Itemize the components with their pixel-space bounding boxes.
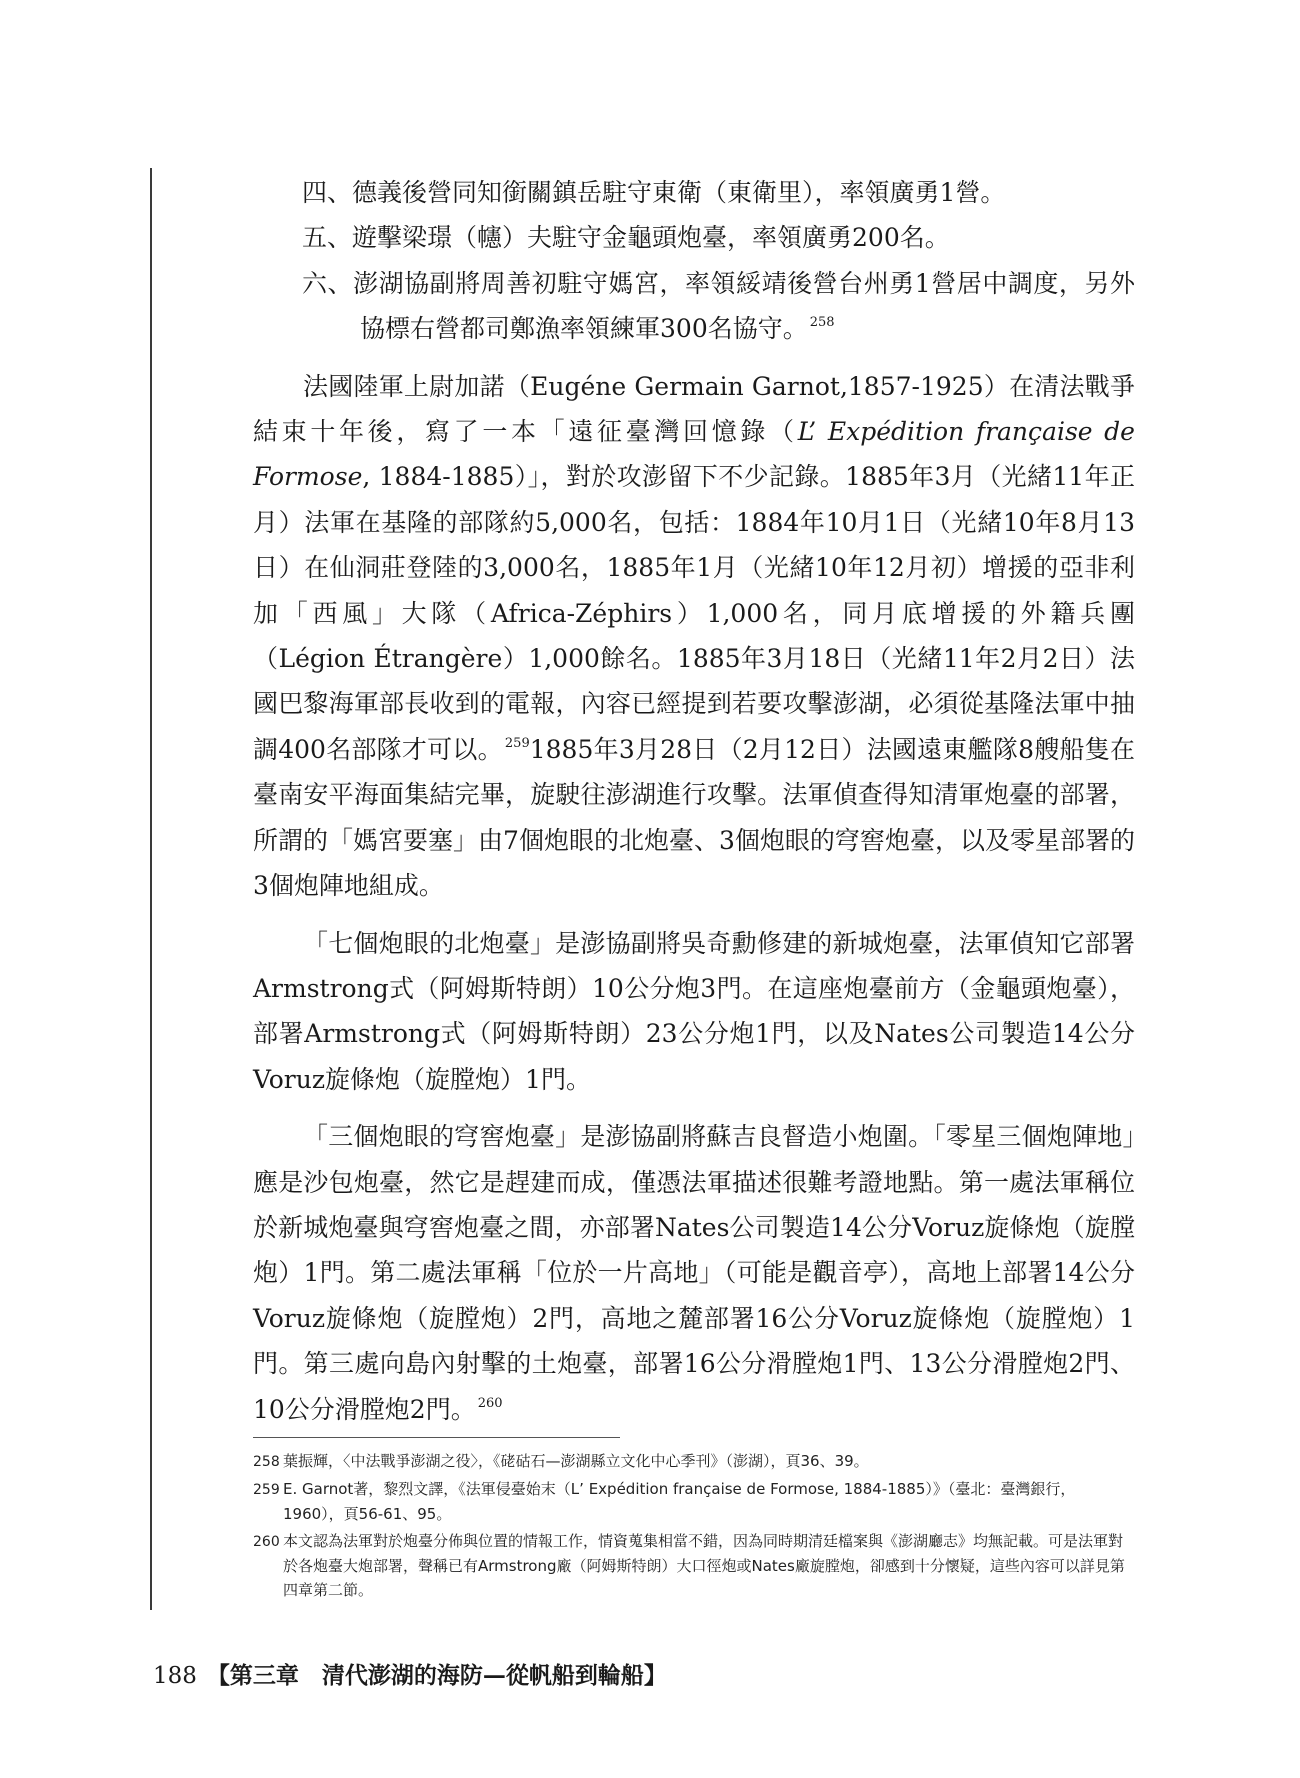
footnote-ref: 260 — [477, 1395, 503, 1411]
footnote-ref: 258 — [809, 315, 835, 331]
footnotes — [253, 1449, 1135, 1605]
footnote-text: 本文認為法軍對於炮臺分佈與位置的情報工作，情資蒐集相當不錯，因為同時期清廷檔案與《澎湖廳志》均無記載。可是法軍對於各炮臺大炮部署，聲稱已有Armstrong廠（阿姆斯特朗）大口徑炮或Nates廠旋膛炮，卻感到十分懷疑，這些內容可以詳見第四章第二節。 — [283, 1532, 1125, 1599]
margin-rule — [150, 168, 152, 1610]
running-footer — [153, 1657, 667, 1690]
list-item: 五、遊擊梁璟（幰）夫駐守金龜頭炮臺，率領廣勇200名。 — [302, 223, 950, 253]
footnote-number: 259 — [253, 1482, 280, 1498]
footnote — [253, 1477, 1135, 1526]
body-text — [253, 170, 1135, 1432]
paragraph: 「三個炮眼的穹窖炮臺」是澎協副將蘇吉良督造小炮圍。「零星三個炮陣地」應是沙包炮臺，然它是趕建而成，僅憑法軍描述很難考證地點。第一處法軍稱位於新城炮臺與穹窖炮臺之間，亦部署Nates公司製造14公分Voruz旋條炮（旋膛炮）1門。第二處法軍稱「位於一片高地」（可能是觀音亭），高地上部署14公分Voruz旋條炮（旋膛炮）2門，高地之麓部署16公分Voruz旋條炮（旋膛炮）1門。第三處向島內射擊的土炮臺，部署16公分滑膛炮1門、13公分滑膛炮2門、10公分滑膛炮2門。 $^{260}$ — [253, 1122, 1135, 1424]
footnote-number: 258 — [253, 1454, 280, 1470]
footnote — [253, 1449, 1135, 1474]
list-item: 四、德義後營同知銜關鎮岳駐守東衛（東衛里），率領廣勇1營。 — [302, 178, 1006, 207]
footnote-ref: 259 — [504, 735, 530, 751]
footnote-text: 葉振輝，〈中法戰爭澎湖之役〉，《硓𥑮石—澎湖縣立文化中心季刊》（澎湖），頁36、39。 — [283, 1452, 869, 1470]
paragraph: 法國陸軍上尉加諾（Eugéne Germain Garnot,1857-1925）在清法戰爭結束十年後，寫了一本「遠征臺灣回憶錄（L’ Expédition française de Formose, 1884-1885）」，對於攻澎留下不少記錄。1885年3月（光緒11年正月）法軍在基隆的部隊約5,000名，包括：1884年10月1日（光緒10年8月13日）在仙洞莊登陸的3,000名，1885年1月（光緒10年12月初）增援的亞非利加「西風」大隊（Africa-Zéphirs）1,000名，同月底增援的外籍兵團（Légion Étrangère）1,000餘名。1885年3月18日（光緒11年2月2日）法國巴黎海軍部長收到的電報，內容已經提到若要攻擊澎湖，必須從基隆法軍中抽調400名部隊才可以。 $^{259}$1885年3月28日（2月12日）法國遠東艦隊8艘船隻在臺南安平海面集結完畢，旋駛往澎湖進行攻擊。法軍偵查得知清軍炮臺的部署，所謂的「媽宮要塞」由7個炮眼的北炮臺、3個炮眼的穹窖炮臺，以及零星部署的3個炮陣地組成。 — [253, 371, 1136, 901]
book-title: L’ Expédition française de Formose — [253, 417, 1135, 492]
paragraph: 「七個炮眼的北炮臺」是澎協副將吳奇勳修建的新城炮臺，法軍偵知它部署Armstrong式（阿姆斯特朗）10公分炮3門。在這座炮臺前方（金龜頭炮臺），部署Armstrong式（阿姆斯特朗）23公分炮1門，以及Nates公司製造14公分Voruz旋條炮（旋膛炮）1門。 — [253, 928, 1135, 1094]
footnote — [253, 1529, 1135, 1602]
running-title: 【第三章 清代澎湖的海防—從帆船到輪船】 — [206, 1662, 667, 1689]
page-number: 188 — [153, 1663, 197, 1689]
footnote-separator — [253, 1437, 620, 1438]
list-item: 六、澎湖協副將周善初駐守媽宮，率領綏靖後營台州勇1營居中調度，另外協標右營都司鄭漁率領練軍300名協守。 $^{258}$ — [302, 268, 1135, 344]
footnote-number: 260 — [253, 1534, 280, 1550]
footnote-text: E. Garnot著，黎烈文譯，《法軍侵臺始末（L’ Expédition française de Formose, 1884-1885）》（臺北：臺灣銀行，1960），頁56-61、95。 — [283, 1480, 1076, 1523]
